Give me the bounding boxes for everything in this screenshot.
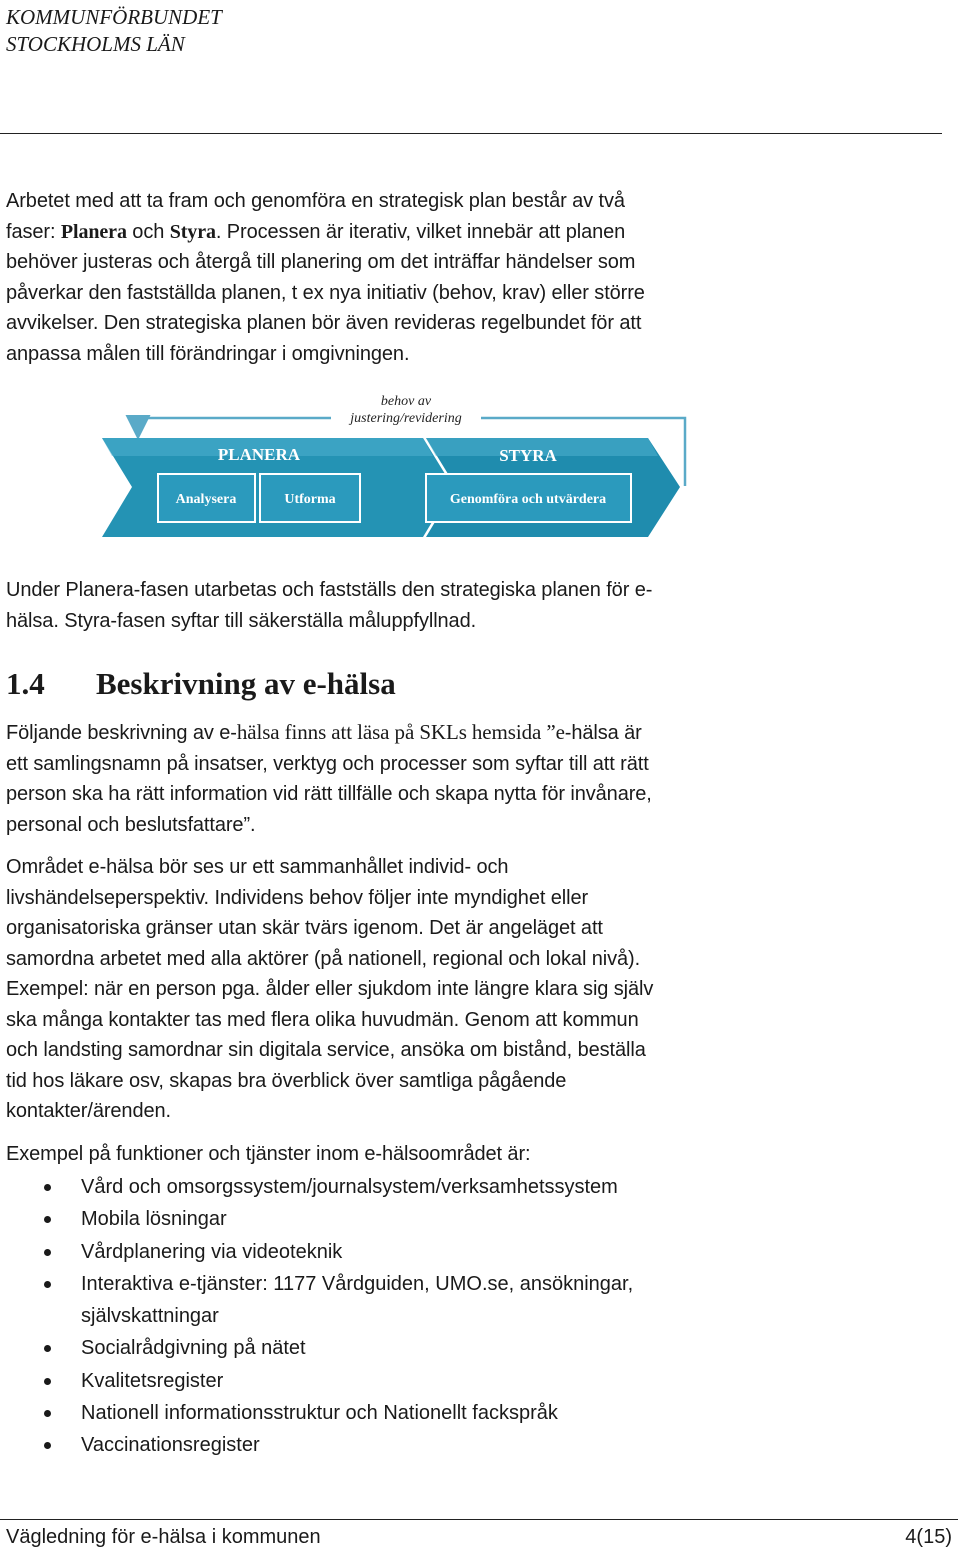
list-item-text: Vårdplanering via videoteknik bbox=[81, 1240, 343, 1263]
area-line-7: och landsting samordnar sin digitala service, ansöka om bistånd, beställa bbox=[6, 1039, 646, 1061]
desc-line-1-pre: Följande beskrivning av e- bbox=[6, 722, 237, 744]
list-item-text: Mobila lösningar bbox=[81, 1208, 227, 1231]
footer-page-number: 4(15) bbox=[905, 1526, 952, 1548]
desc-line-2: ett samlingsnamn på insatser, verktyg och processer som syftar till att rätt bbox=[6, 752, 649, 775]
section-heading bbox=[6, 664, 396, 704]
header-divider bbox=[0, 133, 942, 134]
step-utforma-label: Utforma bbox=[284, 492, 336, 507]
desc-line-1 bbox=[6, 717, 652, 749]
list-item bbox=[0, 1429, 633, 1461]
list-item-text: Kvalitetsregister bbox=[81, 1369, 224, 1392]
feedback-label-line1: behov av bbox=[380, 394, 432, 409]
intro-line-4: påverkar den fastställda planen, t ex nya initiativ (behov, krav) eller större bbox=[6, 281, 645, 304]
process-diagram bbox=[88, 372, 708, 562]
list-item-text: Nationell informationsstruktur och Nationellt fackspråk bbox=[81, 1402, 558, 1425]
intro-line-6: anpassa målen till förändringar i omgivningen. bbox=[6, 342, 410, 365]
footer-document-title: Vägledning för e-hälsa i kommunen bbox=[6, 1526, 321, 1548]
organization-name bbox=[6, 4, 222, 58]
bullet-dot-icon bbox=[44, 1281, 51, 1288]
intro-line-2 bbox=[6, 217, 645, 248]
intro-line-5: avvikelser. Den strategiska planen bör även revideras regelbundet för att bbox=[6, 312, 642, 334]
list-item bbox=[0, 1171, 633, 1203]
list-item bbox=[0, 1268, 633, 1333]
desc-line-3: person ska ha rätt information vid rätt tillfälle och skapa nytta för invånare, bbox=[6, 783, 652, 805]
intro-line-2-pre: faser: bbox=[6, 220, 61, 243]
area-line-8: tid hos läkare osv, skapas bra överblick över samtliga pågående bbox=[6, 1069, 567, 1092]
list-item-text-continued: självskattningar bbox=[81, 1305, 219, 1328]
list-item bbox=[0, 1236, 633, 1268]
area-paragraph bbox=[6, 852, 653, 1127]
phase-description-paragraph bbox=[6, 575, 652, 636]
list-item bbox=[0, 1365, 633, 1397]
phase-line-2: hälsa. Styra-fasen syftar till säkerställa måluppfyllnad. bbox=[6, 609, 477, 632]
area-line-6: ska många kontakter tas med flera olika huvudmän. Genom att kommun bbox=[6, 1008, 639, 1031]
list-item bbox=[0, 1397, 633, 1429]
step-analysera-label: Analysera bbox=[175, 492, 237, 507]
list-item-text: Vaccinationsregister bbox=[81, 1434, 260, 1457]
examples-intro bbox=[6, 1139, 530, 1170]
list-item bbox=[0, 1332, 633, 1364]
organization-name-line2: STOCKHOLMS LÄN bbox=[6, 32, 185, 56]
area-line-5: Exempel: när en person pga. ålder eller sjukdom inte längre klara sig själv bbox=[6, 978, 654, 1000]
bullet-dot-icon bbox=[44, 1184, 51, 1191]
bullet-dot-icon bbox=[44, 1249, 51, 1256]
area-line-2: livshändelseperspektiv. Individens behov följer inte myndighet eller bbox=[6, 886, 589, 909]
examples-list bbox=[0, 1171, 633, 1462]
bullet-dot-icon bbox=[44, 1378, 51, 1385]
area-line-4: samordna arbetet med alla aktörer (på nationell, regional och lokal nivå). bbox=[6, 947, 641, 970]
phase-planera-label: PLANERA bbox=[217, 445, 301, 464]
organization-name-line1: KOMMUNFÖRBUNDET bbox=[6, 5, 222, 29]
term-styra: Styra bbox=[169, 220, 216, 243]
description-paragraph bbox=[6, 717, 652, 840]
section-title: Beskrivning av e-hälsa bbox=[96, 666, 396, 701]
feedback-label-line2: justering/revidering bbox=[350, 411, 462, 426]
desc-line-4: personal och beslutsfattare”. bbox=[6, 813, 256, 836]
footer-divider bbox=[0, 1519, 958, 1520]
area-line-3: organisatoriska gränser utan skär tvärs igenom. Det är angeläget att bbox=[6, 917, 603, 939]
list-item-text: Interaktiva e-tjänster: 1177 Vårdguiden, UMO.se, ansökningar, bbox=[81, 1272, 634, 1295]
bullet-dot-icon bbox=[44, 1345, 51, 1352]
section-number: 1.4 bbox=[6, 666, 45, 701]
area-line-1: Området e-hälsa bör ses ur ett sammanhållet individ- och bbox=[6, 856, 509, 878]
bullet-dot-icon bbox=[44, 1216, 51, 1223]
phase-styra-label: STYRA bbox=[499, 446, 557, 465]
examples-intro-text: Exempel på funktioner och tjänster inom e-hälsoområdet är: bbox=[6, 1143, 531, 1165]
bullet-dot-icon bbox=[44, 1410, 51, 1417]
list-item-text: Vård och omsorgssystem/journalsystem/verksamhetssystem bbox=[81, 1176, 618, 1198]
intro-line-3: behöver justeras och återgå till planering om det inträffar händelser som bbox=[6, 251, 636, 273]
intro-paragraph bbox=[6, 186, 645, 369]
term-planera: Planera bbox=[60, 220, 127, 243]
area-line-9: kontakter/ärenden. bbox=[6, 1100, 171, 1122]
list-item-text: Socialrådgivning på nätet bbox=[81, 1337, 306, 1360]
intro-line-2-och: och bbox=[126, 220, 170, 243]
desc-line-1-serif: hälsa finns att läsa på SKLs hemsida ”e bbox=[236, 720, 565, 744]
desc-line-1-post: -hälsa är bbox=[564, 722, 642, 744]
phase-line-1: Under Planera-fasen utarbetas och fastställs den strategiska planen för e- bbox=[6, 579, 653, 601]
step-genomfora-label: Genomföra och utvärdera bbox=[449, 492, 607, 507]
intro-line-2-post: . Processen är iterativ, vilket innebär att planen bbox=[215, 220, 626, 243]
list-item bbox=[0, 1203, 633, 1235]
intro-line-1: Arbetet med att ta fram och genomföra en strategisk plan består av två bbox=[6, 190, 625, 212]
bullet-dot-icon bbox=[44, 1442, 51, 1449]
